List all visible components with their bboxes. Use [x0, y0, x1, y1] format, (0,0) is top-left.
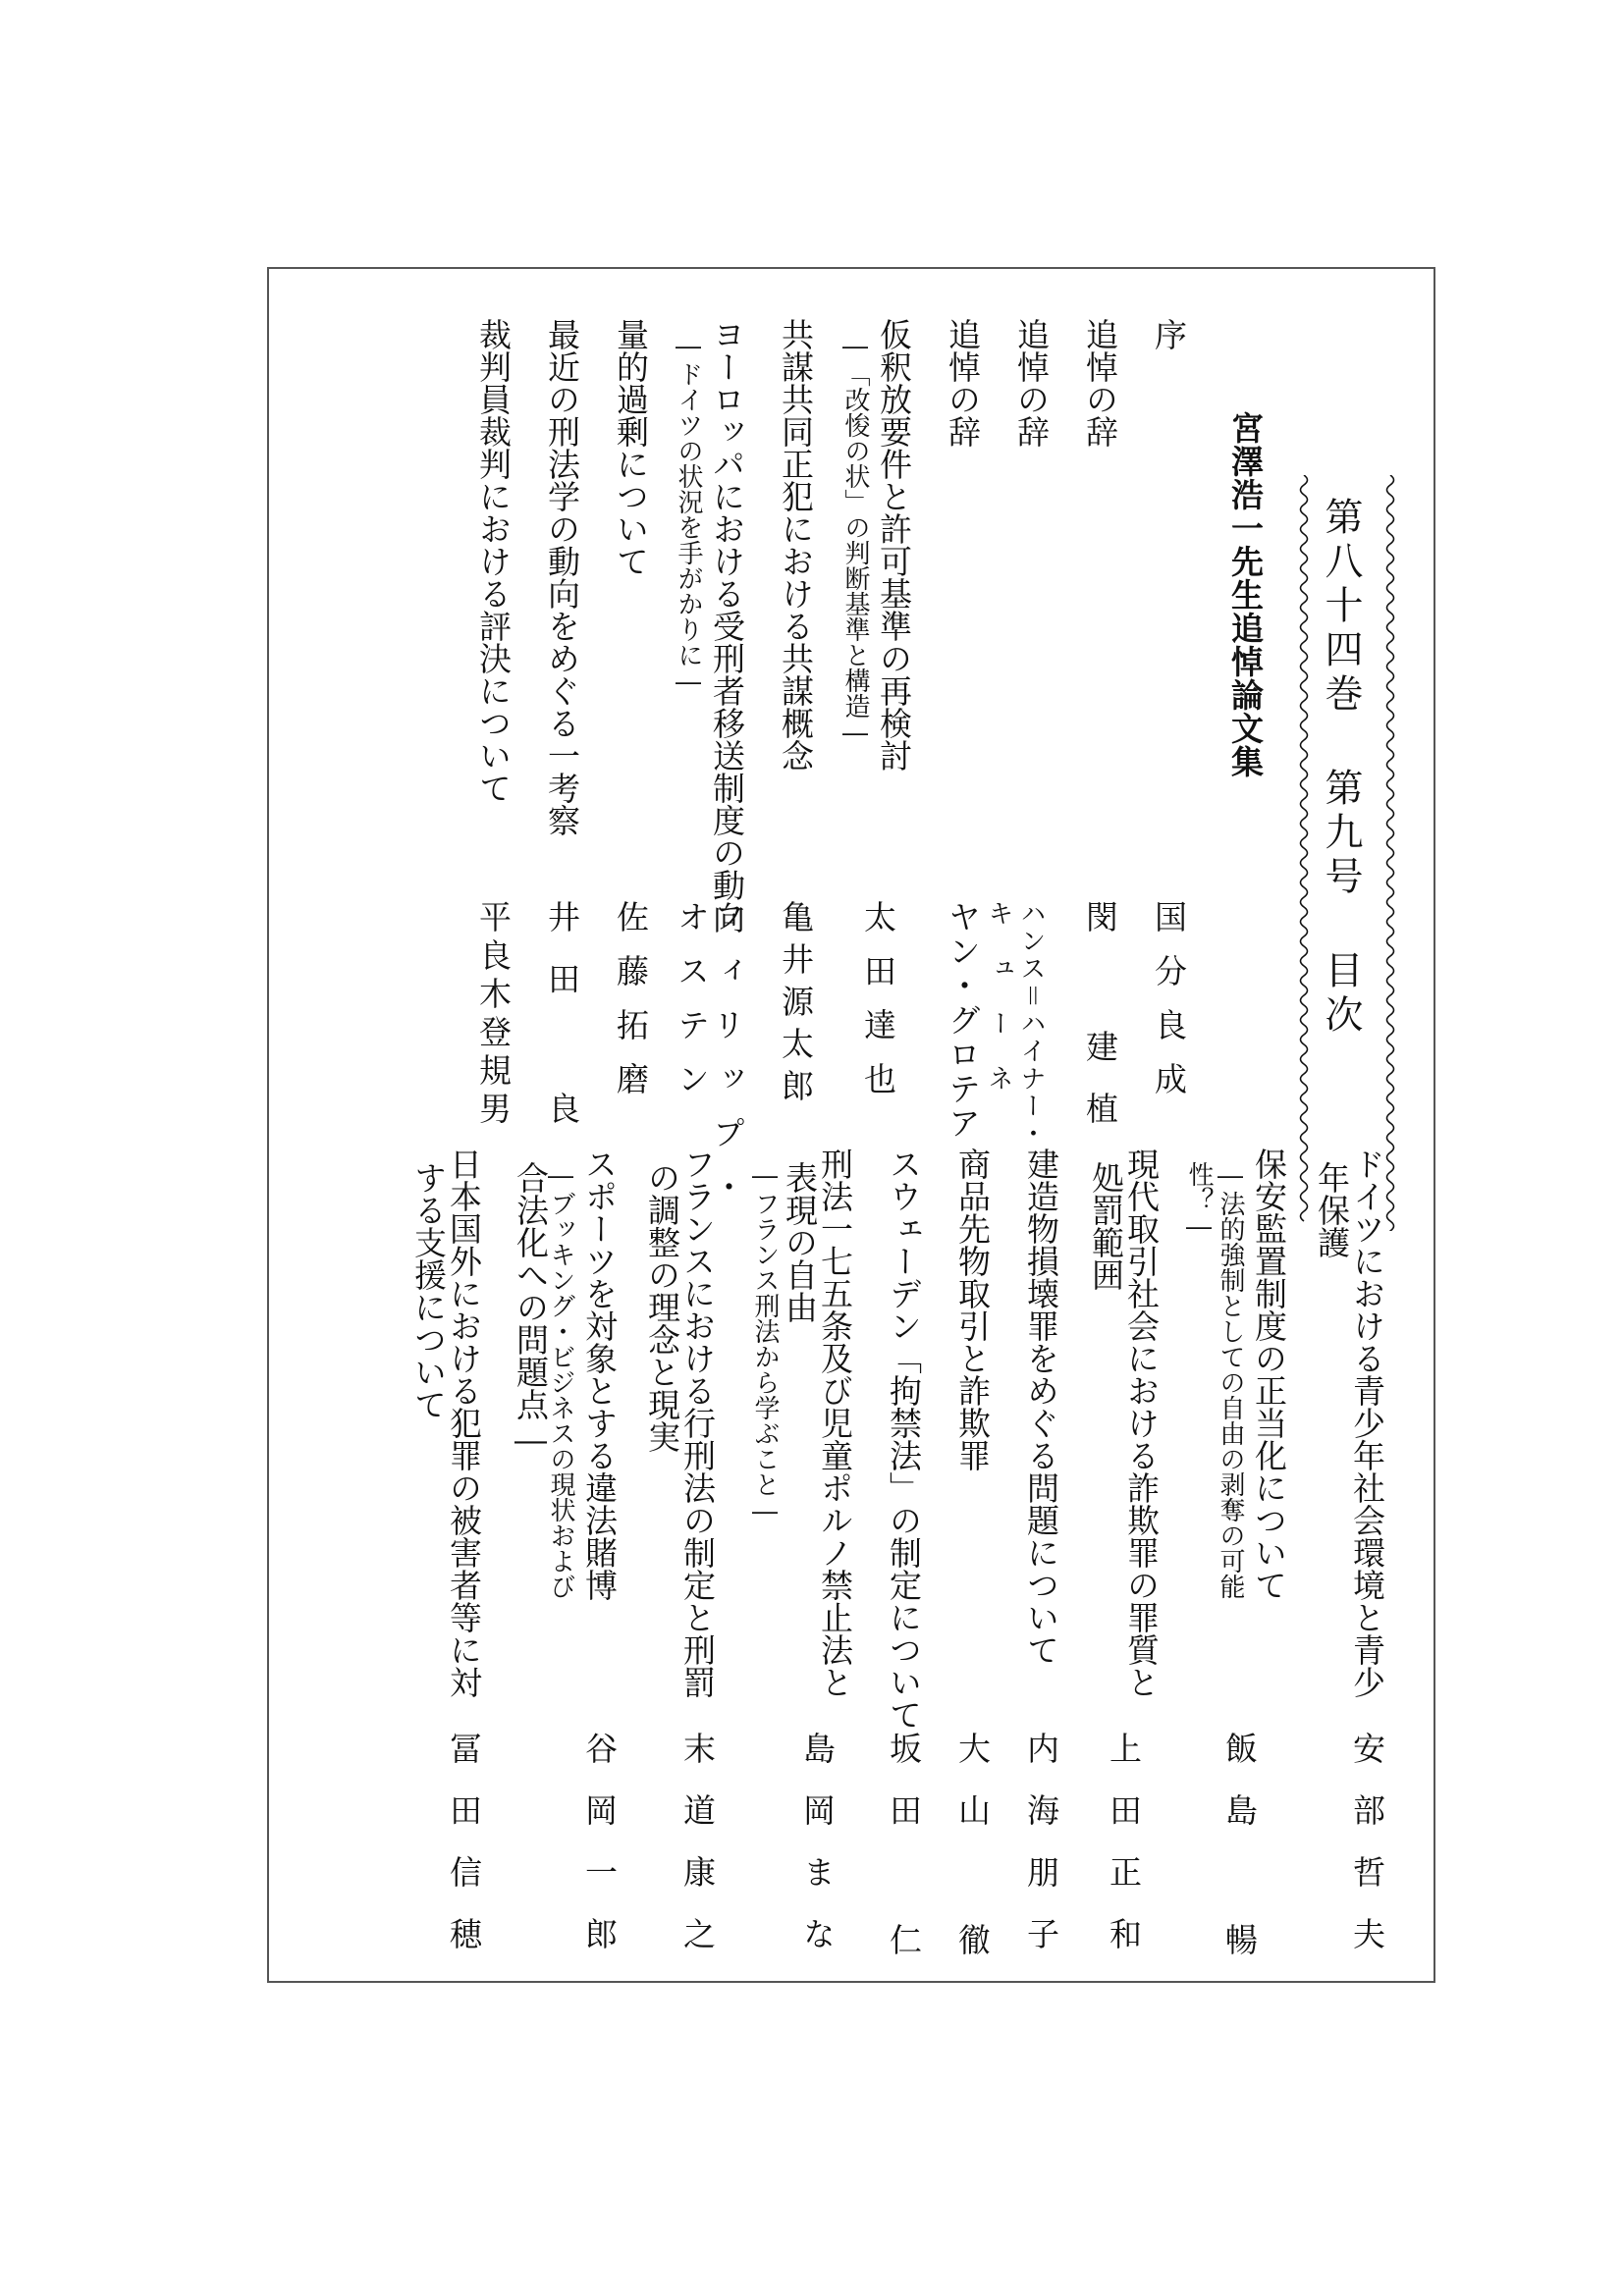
- toc-author: 佐藤拓磨: [612, 900, 650, 1116]
- toc-author: 谷岡一郎: [580, 1732, 619, 1979]
- toc-title: の調整の理念と現実: [643, 1161, 681, 1453]
- toc-title: ヨーロッパにおける受刑者移送制度の動向: [708, 318, 746, 934]
- toc-title: 量的過剰について: [612, 318, 650, 577]
- toc-author: 内海朋子: [1022, 1732, 1060, 1979]
- toc-title: 裁判員裁判における評決について: [474, 318, 513, 804]
- toc-title: 処罰範囲: [1087, 1161, 1125, 1291]
- wavy-rule-left: [1296, 475, 1312, 1231]
- toc-subtitle: ―「改悛の状」の判断基準と構造―: [840, 332, 870, 748]
- toc-title: 保安監置制度の正当化について: [1250, 1148, 1288, 1601]
- toc-title: 商品先物取引と詐欺罪: [953, 1148, 992, 1471]
- toc-subtitle: ―ドイツの状況を手がかりに―: [674, 332, 703, 697]
- toc-author: 末道康之: [678, 1732, 717, 1979]
- toc-author: 大山 徹: [953, 1732, 992, 1985]
- toc-author: オステン: [673, 900, 711, 1116]
- contents-frame: [267, 267, 1435, 1983]
- toc-title: 刑法一七五条及び児童ポルノ禁止法と: [816, 1148, 854, 1698]
- collection-subtitle: 宮澤浩一先生追悼論文集: [1226, 411, 1265, 778]
- toc-title: 序: [1150, 318, 1188, 350]
- toc-subtitle: ―フランス刑法から学ぶこと―: [750, 1161, 780, 1526]
- toc-author: 亀井源太郎: [777, 900, 815, 1111]
- toc-title: 共謀共同正犯における共謀概念: [777, 318, 815, 772]
- toc-author: 坂田 仁: [885, 1732, 923, 1985]
- toc-author: 平良木登規男: [474, 900, 513, 1130]
- toc-author: 閔 建植: [1081, 900, 1119, 1153]
- toc-author: キューネ: [984, 900, 1013, 1120]
- toc-author: 島岡まな: [798, 1732, 837, 1979]
- toc-title: する支援について: [409, 1161, 448, 1420]
- toc-title: 年保護: [1313, 1161, 1351, 1258]
- toc-author: フィリップ・: [708, 900, 746, 1224]
- toc-author: 太田達也: [859, 900, 897, 1116]
- toc-title: 追悼の辞: [944, 318, 982, 448]
- toc-title: 仮釈放要件と許可基準の再検討: [875, 318, 913, 772]
- toc-title: 現代取引社会における詐欺罪の罪質と: [1122, 1148, 1161, 1698]
- toc-title: 日本国外における犯罪の被害者等に対: [445, 1148, 483, 1698]
- toc-title: 追悼の辞: [1012, 318, 1051, 448]
- toc-title: 建造物損壊罪をめぐる問題について: [1022, 1148, 1060, 1666]
- toc-author: 上田正和: [1105, 1732, 1143, 1979]
- issue-heading: 第八十四巻 第九号 目次: [1319, 497, 1363, 1039]
- toc-title: フランスにおける行刑法の制定と刑罰: [678, 1148, 717, 1698]
- toc-title: スウェーデン「拘禁法」の制定について: [885, 1148, 923, 1731]
- toc-author: 冨田信穂: [445, 1732, 483, 1979]
- toc-author: ヤン・グロテア: [944, 900, 982, 1141]
- toc-title: 追悼の辞: [1081, 318, 1119, 448]
- toc-author: 井田 良: [543, 900, 581, 1153]
- wavy-rule-right: [1382, 475, 1398, 1231]
- toc-title: 最近の刑法学の動向をめぐる一考察: [543, 318, 581, 836]
- toc-title: 合法化への問題点―: [512, 1161, 550, 1459]
- toc-title: スポーツを対象とする違法賭博: [580, 1148, 619, 1601]
- toc-author: ハンス＝ハイナー・: [1016, 900, 1046, 1148]
- toc-subtitle: ―ブッキング・ビジネスの現状および: [546, 1161, 575, 1599]
- toc-author: 国分良成: [1150, 900, 1188, 1116]
- toc-subtitle: 性？―: [1184, 1161, 1214, 1242]
- toc-title: ドイツにおける青少年社会環境と青少: [1348, 1148, 1386, 1698]
- toc-author: 安部哲夫: [1348, 1732, 1386, 1979]
- toc-title: 表現の自由: [781, 1161, 819, 1323]
- toc-author: 飯島 暢: [1220, 1732, 1259, 1985]
- toc-subtitle: ―法的強制としての自由の剥奪の可能: [1216, 1161, 1245, 1599]
